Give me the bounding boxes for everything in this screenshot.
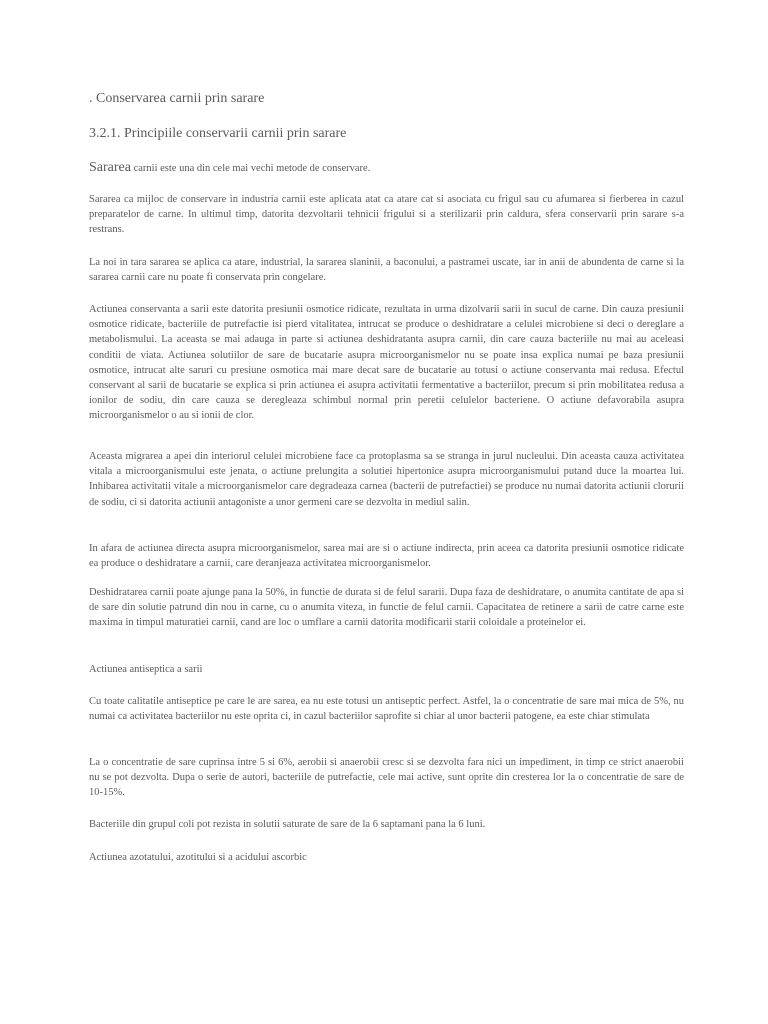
subheading-azotat: Actiunea azotatului, azotitului si a acidului ascorbic [89,852,307,863]
paragraph: La noi in tara sararea se aplica ca atare, industrial, la sararea slaninii, a baconului, a pastramei uscate, iar in anii de abundenta de carne si la sararea carnii care nu poate fi conservata prin congelare. [89,257,684,284]
subheading-antiseptic: Actiunea antiseptica a sarii [89,664,203,675]
paragraph: Bacteriile din grupul coli pot rezista in solutii saturate de sare de la 6 saptamani pana la 6 luni. [89,819,486,830]
lead-first-word: Sararea [89,160,131,175]
lead-rest: carnii este una din cele mai vechi metode de conservare. [130,163,371,174]
document-title: . Conservarea carnii prin sarare [89,91,265,106]
paragraph: Aceasta migrarea a apei din interiorul celulei microbiene face ca protoplasma sa se stranga in jurul nucleului. Din aceasta cauza activitatea vitala a microorganismului este jenata, o actiune prelungita a solutiei hipertonice asupra microorganismului putand duce la moartea lui. Inhibarea activitatii vitale a microorganismelor care degradeaza carnea (bacterii de putrefactiei) se produce nu numai datorita actiunii clorurii de sodiu, ci si datorita actiunii antagoniste a unor germeni care se dezvolta in mediul salin. [89,451,684,508]
paragraph: Sararea ca mijloc de conservare in industria carnii este aplicata atat ca atare cat si asociata cu frigul sau cu afumarea si fierberea in cazul preparatelor de carne. In ultimul timp, datorita dezvoltarii tehnicii frigului si a sterilizarii prin caldura, sfera conservarii prin sarare s-a restrans. [89,194,684,236]
paragraph: Cu toate calitatile antiseptice pe care le are sarea, ea nu este totusi un antiseptic perfect. Astfel, la o concentratie de sare mai mica de 5%, nu numai ca activitatea bacteriilor nu este oprita ci, in cazul bacteriilor saprofite si chiar al unor bacterii patogene, ea este chiar stimulata [89,696,684,723]
paragraph: Actiunea conservanta a sarii este datorita presiunii osmotice ridicate, rezultata in urma dizolvarii sarii in sucul de carne. Din cauza presiunii osmotice ridicate, bacteriile de putrefactie isi pierd vitalitatea, intrucat se produce o deshidratare a celulei microbiene si deci o dereglare a metabolismului. La aceasta se mai adauga in parte si actiunea deshidratanta asupra carnii, din care cauza bacteriile nu mai au aceleasi conditii de viata. Actiunea solutiilor de sare de bucatarie asupra microorganismelor nu se poate insa explica numai pe baza presiunii osmotice, intrucat alte saruri cu presiune osmotica mai mare decat sare de bucatarie au totusi o actiune conservanta mai redusa. Efectul conservant al sarii de bucatarie se explica si prin actiunea ei asupra activitatii fermentative a bacteriilor, precum si prin mobilitatea redusa a ionilor de sodiu, din care cauza se deregleaza schimbul normal prin peretii celulelor bacteriene. O actiune defavorabila asupra microorganismelor o au si ionii de clor. [89,304,684,422]
paragraph: La o concentratie de sare cuprinsa intre 5 si 6%, aerobii si anaerobii cresc si se dezvolta fara nici un impediment, in timp ce strict anaerobii nu se pot dezvolta. Dupa o serie de autori, bacteriile de putrefactie, cele mai active, sunt oprite din cresterea lor la o concentratie de sare de 10-15%. [89,757,684,799]
paragraph: In afara de actiunea directa asupra microorganismelor, sarea mai are si o actiune indirecta, prin aceea ca datorita presiunii osmotice ridicate ea produce o deshidratare a carnii, care deranjeaza activitatea microorganismelor. [89,543,684,570]
section-heading: 3.2.1. Principiile conservarii carnii prin sarare [89,126,347,141]
paragraph: Deshidratarea carnii poate ajunge pana la 50%, in functie de durata si de felul sararii. Dupa faza de deshidratare, o anumita cantitate de apa si de sare din solutie patrund din nou in carne, cu o anumita viteza, in functie de felul carnii. Capacitatea de retinere a sarii de catre carne este maxima in timpul maturatiei carnii, cand are loc o umflare a carnii datorita modificarii starii coloidale a proteinelor ei. [89,587,684,629]
lead-sentence [89,160,684,177]
